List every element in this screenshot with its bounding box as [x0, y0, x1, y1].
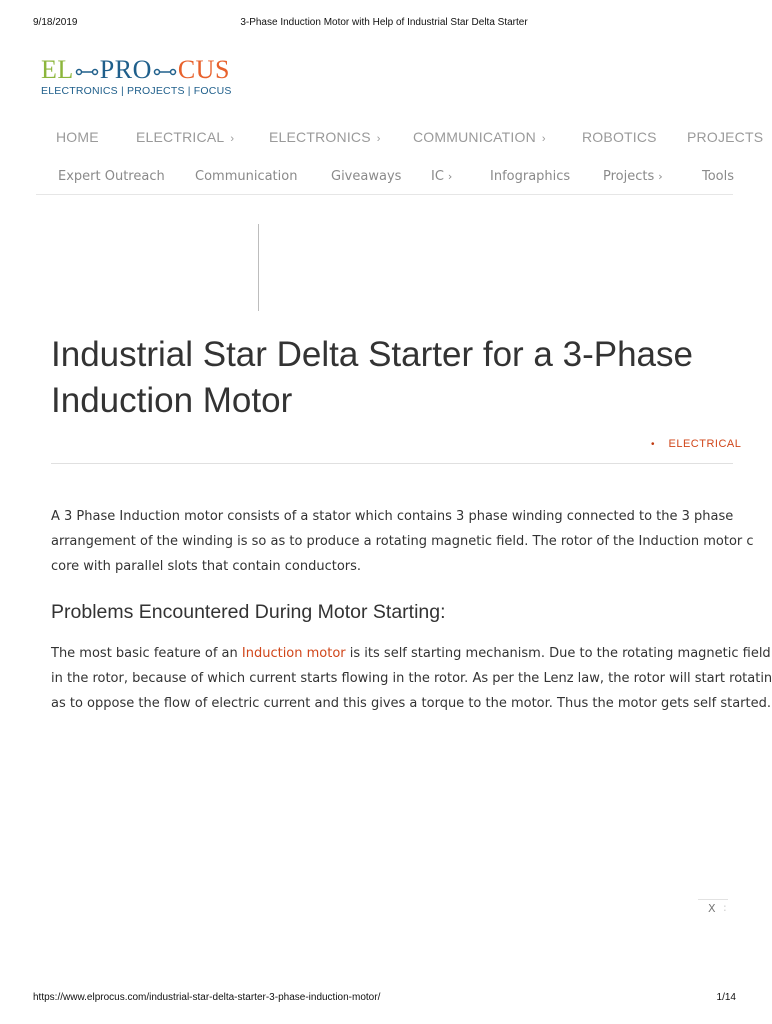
article-title-line: Induction Motor: [51, 381, 293, 420]
section-heading: Problems Encountered During Motor Starting:: [51, 601, 446, 623]
paragraph-line: arrangement of the winding is so as to produce a rotating magnetic field. The rotor of the Induction motor c: [51, 534, 754, 549]
paragraph-line: core with parallel slots that contain conductors.: [51, 559, 362, 574]
paragraph-text: The most basic feature of an: [51, 646, 242, 661]
subnav-item-label: Giveaways: [331, 169, 402, 184]
vertical-divider: [258, 224, 259, 311]
ad-close-button[interactable]: [698, 899, 728, 918]
subnav-item-communication[interactable]: [195, 169, 297, 184]
nav-item-label: ELECTRONICS: [269, 129, 371, 145]
chevron-right-icon: ›: [447, 170, 453, 183]
nav-divider: [36, 194, 733, 195]
bullet-icon: •: [651, 439, 655, 450]
nav-item-label: ELECTRICAL: [136, 129, 225, 145]
print-page-number: 1/14: [716, 992, 736, 1003]
paragraph-text: is its self starting mechanism. Due to the rotating magnetic field: [345, 646, 771, 661]
article-title: [51, 332, 733, 424]
induction-motor-link[interactable]: Induction motor: [241, 646, 346, 661]
chevron-right-icon: ›: [376, 133, 381, 145]
subnav-item-giveaways[interactable]: [331, 169, 401, 184]
nav-item-label: ROBOTICS: [582, 129, 657, 145]
subnav-item-ic[interactable]: [431, 169, 452, 184]
article-title-line: Industrial Star Delta Starter for a 3-Phase: [51, 335, 693, 374]
category-link[interactable]: ELECTRICAL: [668, 438, 742, 450]
logo-part-el: EL: [41, 55, 74, 84]
print-footer: [0, 992, 768, 1006]
secondary-nav: [36, 166, 733, 190]
chevron-right-icon: ›: [658, 170, 663, 183]
intro-paragraph: [51, 504, 754, 579]
print-date: 9/18/2019: [33, 17, 78, 28]
logo-wordmark: [41, 56, 241, 84]
paragraph-line: as to oppose the flow of electric current and this gives a torque to the motor. Thus the motor gets self started.: [51, 696, 771, 711]
subnav-item-label: Infographics: [490, 169, 571, 184]
starting-paragraph: [51, 641, 772, 716]
subnav-item-projects[interactable]: [603, 169, 663, 184]
subnav-item-label: Tools: [702, 169, 735, 184]
subnav-item-label: Communication: [195, 169, 298, 184]
title-divider: [51, 463, 733, 464]
paragraph-line: in the rotor, because of which current starts flowing in the rotor. As per the Lenz law, the rotor will start rotatin: [51, 671, 772, 686]
subnav-item-expert-outreach[interactable]: [58, 169, 165, 184]
nav-item-label: HOME: [56, 129, 99, 145]
subnav-item-label: IC: [431, 169, 444, 184]
nav-item-electrical[interactable]: [136, 129, 234, 145]
nav-item-projects[interactable]: [687, 129, 763, 145]
ad-options-icon: :: [723, 901, 727, 914]
paragraph-line: A 3 Phase Induction motor consists of a stator which contains 3 phase winding connected to the 3 phase: [51, 509, 734, 524]
logo-link-icon: [76, 67, 98, 77]
print-url: https://www.elprocus.com/industrial-star-delta-starter-3-phase-induction-motor/: [33, 992, 381, 1003]
subnav-item-label: Expert Outreach: [58, 169, 165, 184]
paragraph-line: [51, 641, 771, 666]
print-page-title: 3-Phase Induction Motor with Help of Industrial Star Delta Starter: [240, 17, 528, 28]
close-icon: X: [708, 902, 716, 915]
nav-item-communication[interactable]: [413, 129, 546, 145]
subnav-item-tools[interactable]: [702, 169, 734, 184]
nav-item-label: PROJECTS: [687, 129, 764, 145]
logo-part-pro: PRO: [99, 55, 152, 84]
subnav-item-infographics[interactable]: [490, 169, 570, 184]
nav-item-robotics[interactable]: [582, 129, 657, 145]
logo-tagline: ELECTRONICS | PROJECTS | FOCUS: [41, 85, 232, 97]
subnav-item-label: Projects: [603, 169, 655, 184]
primary-nav: [36, 124, 764, 152]
print-header: [0, 17, 768, 31]
chevron-right-icon: ›: [541, 133, 546, 145]
article-category: [651, 438, 742, 450]
logo-part-cus: CUS: [177, 55, 230, 84]
nav-item-home[interactable]: [56, 129, 99, 145]
nav-item-label: COMMUNICATION: [413, 129, 536, 145]
logo-link-icon: [154, 67, 176, 77]
site-logo[interactable]: [41, 56, 241, 100]
nav-item-electronics[interactable]: [269, 129, 381, 145]
chevron-right-icon: ›: [230, 133, 235, 145]
